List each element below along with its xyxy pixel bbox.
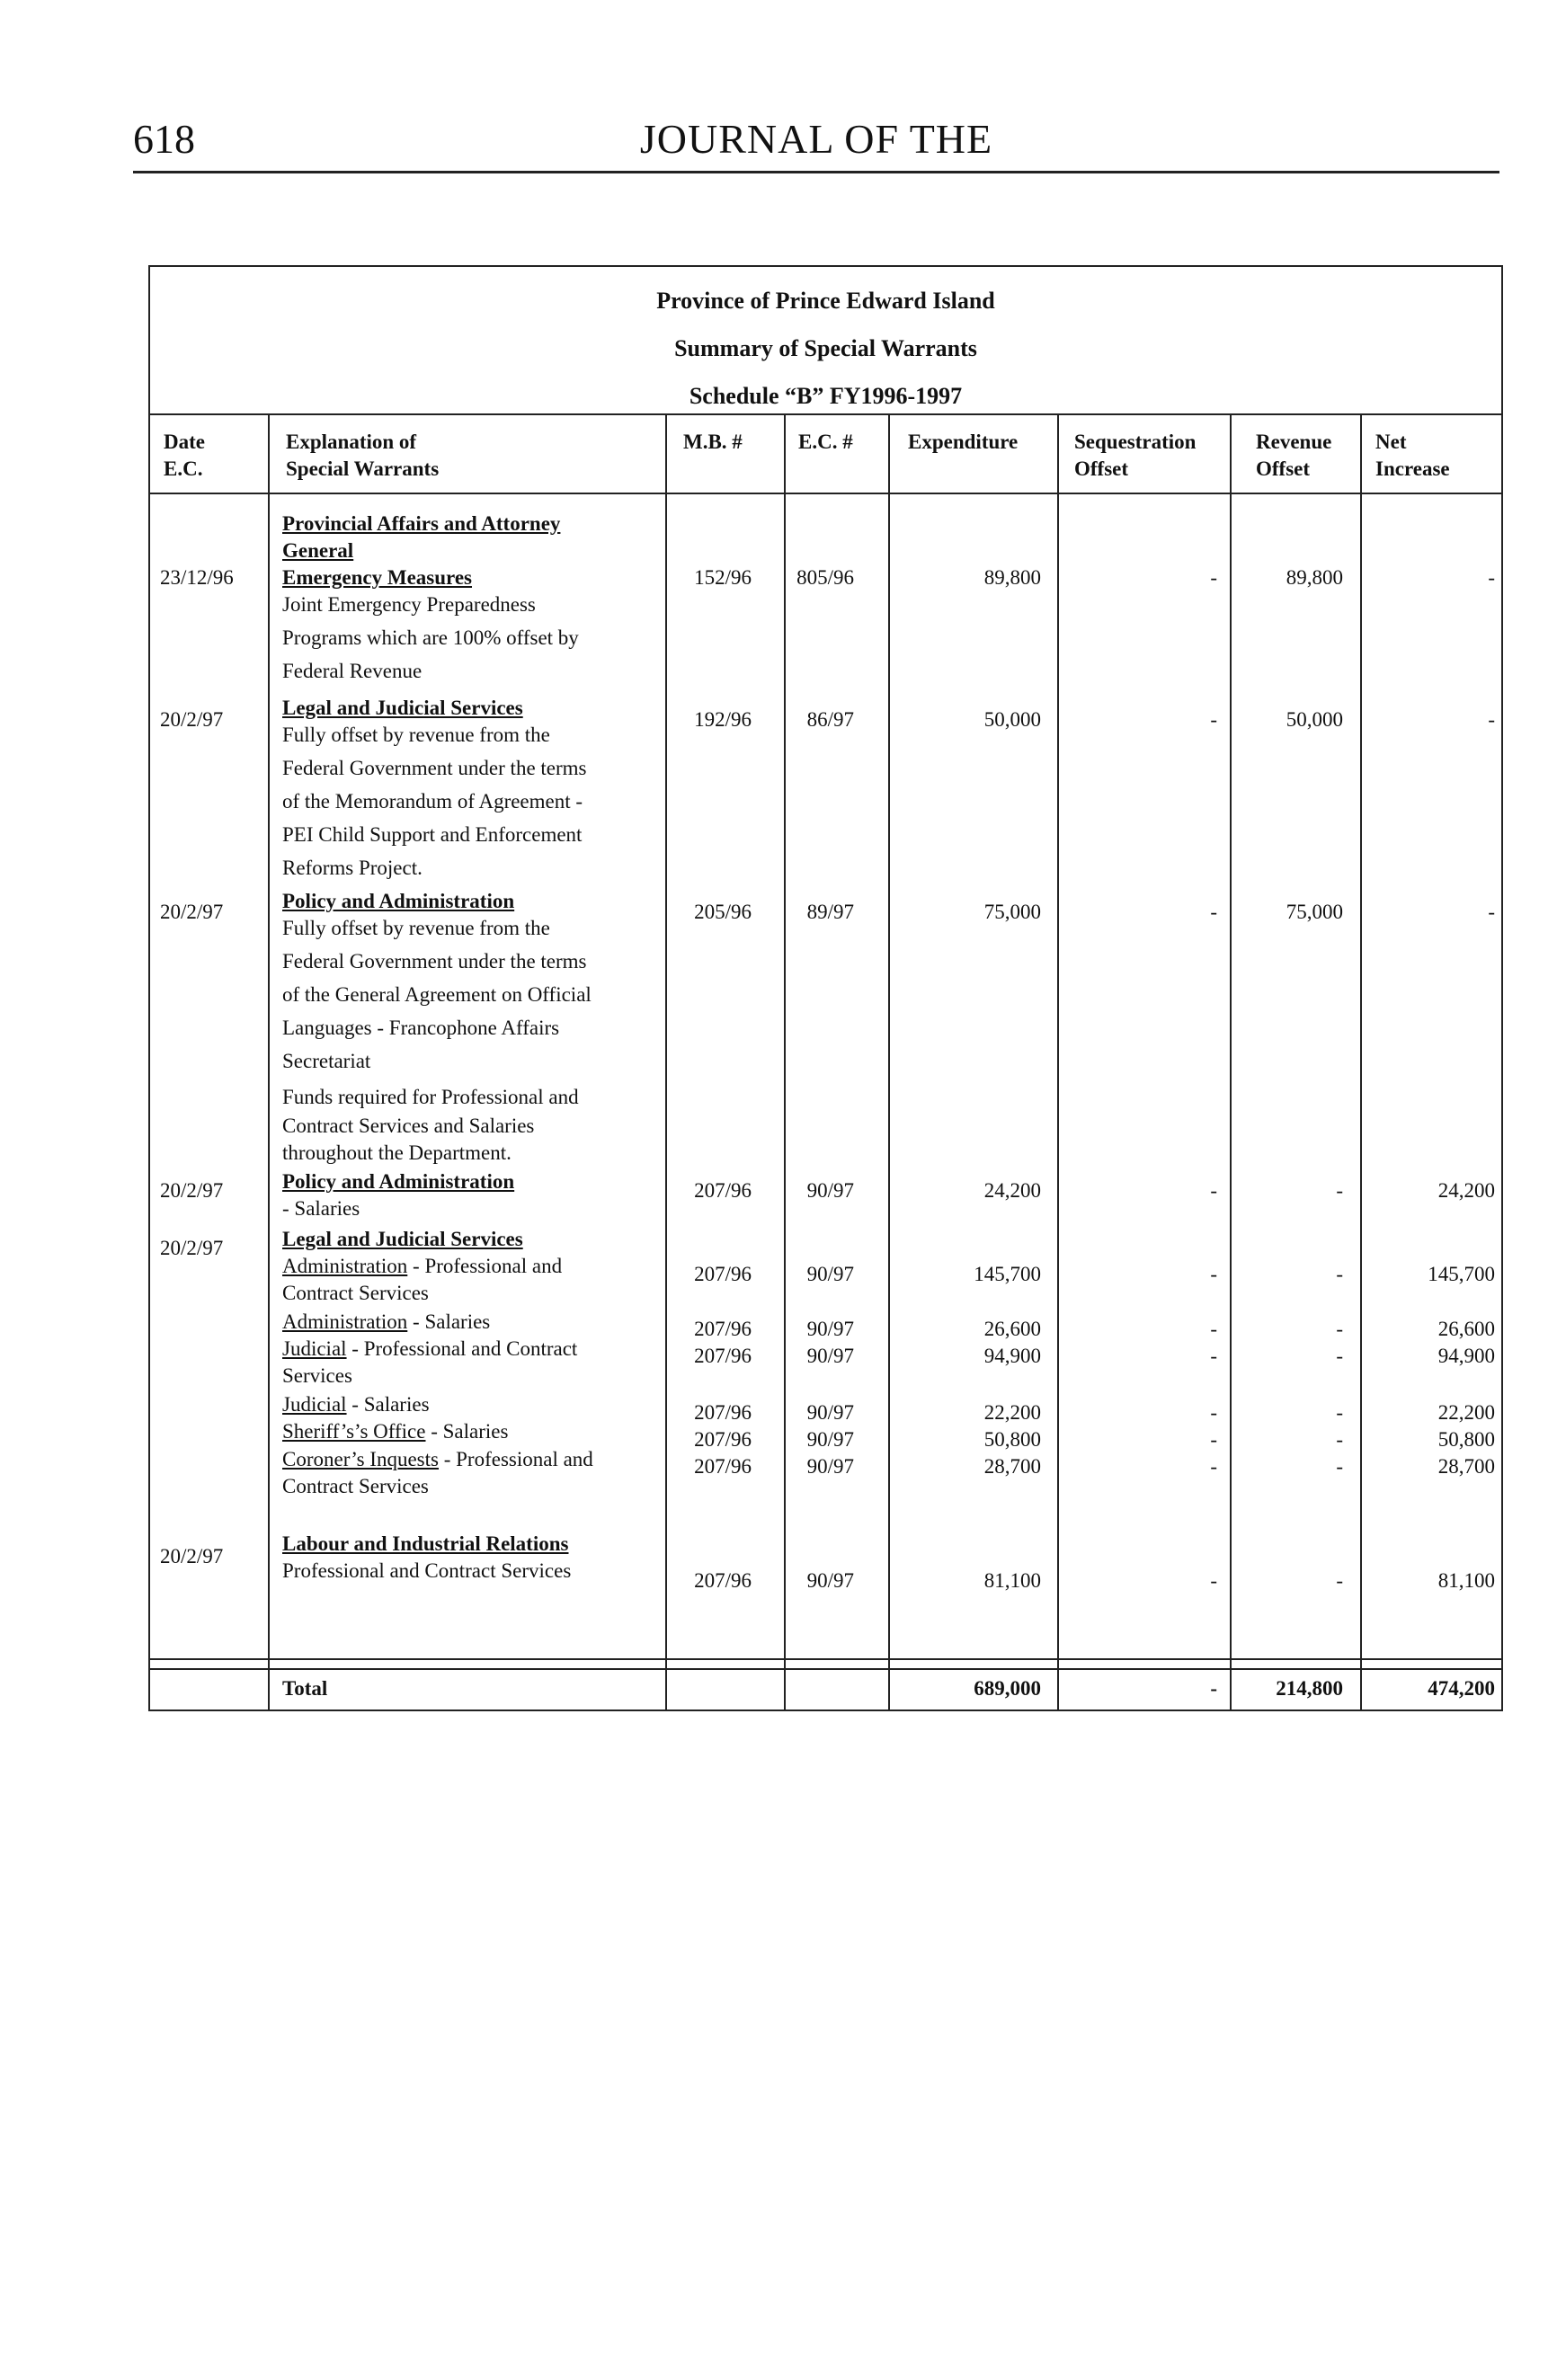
cell-sequestration: - (1210, 1345, 1217, 1367)
row-description: Federal Government under the terms (282, 757, 587, 779)
col-header-date-line1: Date (164, 431, 205, 453)
subline-name: Judicial (282, 1393, 347, 1416)
cell-expenditure: 50,800 (983, 1428, 1041, 1451)
total-expenditure: 689,000 (974, 1677, 1041, 1700)
total-sequestration: - (1210, 1677, 1217, 1700)
cell-expenditure: 28,700 (983, 1455, 1041, 1478)
funds-note: Funds required for Professional and (282, 1086, 579, 1108)
subline-rest: - Salaries (425, 1420, 509, 1443)
cell-ec: 90/97 (806, 1455, 854, 1478)
cell-mb: 207/96 (694, 1263, 752, 1285)
header-rule (133, 171, 1499, 173)
cell-revenue: 89,800 (1286, 566, 1343, 589)
cell-mb: 192/96 (694, 708, 752, 731)
subline-name: Coroner’s Inquests (282, 1448, 439, 1470)
row-description: Professional and Contract Services (282, 1559, 572, 1582)
cell-expenditure: 22,200 (983, 1401, 1041, 1424)
cell-mb: 207/96 (694, 1455, 752, 1478)
cell-expenditure: 94,900 (983, 1345, 1041, 1367)
funds-note: throughout the Department. (282, 1141, 512, 1164)
col-header-seq-line1: Sequestration (1074, 431, 1197, 453)
cell-expenditure: 50,000 (983, 708, 1041, 731)
col-divider (665, 413, 667, 1711)
cell-sequestration: - (1210, 566, 1217, 589)
subline-rest: - Professional and (438, 1448, 593, 1470)
cell-ec: 90/97 (806, 1569, 854, 1592)
cell-revenue: - (1336, 1318, 1343, 1340)
cell-revenue: - (1336, 1263, 1343, 1285)
row-description: of the General Agreement on Official (282, 983, 592, 1006)
cell-mb: 207/96 (694, 1428, 752, 1451)
col-divider (1057, 413, 1059, 1711)
cell-ec: 90/97 (806, 1428, 854, 1451)
cell-mb: 207/96 (694, 1318, 752, 1340)
cell-mb: 207/96 (694, 1345, 752, 1367)
col-divider (268, 413, 270, 1711)
cell-revenue: - (1336, 1345, 1343, 1367)
cell-net: 81,100 (1437, 1569, 1495, 1592)
row-description: Joint Emergency Preparedness (282, 593, 536, 616)
col-header-net (1375, 429, 1450, 483)
row-title: Labour and Industrial Relations (282, 1532, 569, 1555)
cell-net: - (1488, 566, 1495, 589)
cell-ec: 90/97 (806, 1179, 854, 1202)
cell-revenue: - (1336, 1428, 1343, 1451)
cell-revenue: - (1336, 1455, 1343, 1478)
row-description: Programs which are 100% offset by (282, 626, 579, 649)
row-description (282, 1253, 562, 1280)
cell-expenditure: 145,700 (974, 1263, 1041, 1285)
cell-net: 145,700 (1428, 1263, 1495, 1285)
col-header-revenue (1256, 429, 1331, 483)
cell-sequestration: - (1210, 1263, 1217, 1285)
col-header-net-line1: Net (1375, 431, 1407, 453)
cell-ec: 90/97 (806, 1401, 854, 1424)
cell-sequestration: - (1210, 1401, 1217, 1424)
section-heading: Provincial Affairs and Attorney (282, 512, 561, 535)
running-title: JOURNAL OF THE (639, 116, 993, 162)
row-description: Languages - Francophone Affairs (282, 1017, 560, 1039)
col-divider (1230, 413, 1232, 1711)
title-line-3: Schedule “B” FY1996-1997 (689, 383, 963, 409)
subline-name: Administration (282, 1255, 408, 1277)
page-header (133, 115, 1499, 169)
row-description (282, 1391, 430, 1418)
cell-mb: 152/96 (694, 566, 752, 589)
total-revenue: 214,800 (1276, 1677, 1343, 1700)
total-label: Total (282, 1677, 328, 1700)
cell-mb: 205/96 (694, 901, 752, 923)
row-description: Federal Government under the terms (282, 950, 587, 972)
subline-rest: - Salaries (407, 1310, 491, 1333)
row-description: - Salaries (282, 1197, 360, 1220)
col-header-date (164, 429, 205, 483)
row-date: 20/2/97 (160, 1179, 224, 1202)
col-header-explanation (286, 429, 439, 483)
row-title: Legal and Judicial Services (282, 697, 523, 719)
col-header-seq-line2: Offset (1074, 457, 1129, 480)
row-title: Policy and Administration (282, 890, 515, 912)
col-divider (1360, 413, 1362, 1711)
cell-revenue: 50,000 (1286, 708, 1343, 731)
cell-ec: 90/97 (806, 1318, 854, 1340)
row-description: Fully offset by revenue from the (282, 917, 550, 939)
cell-ec: 90/97 (806, 1263, 854, 1285)
col-header-expl-line2: Special Warrants (286, 457, 440, 480)
col-header-rev-line1: Revenue (1256, 431, 1332, 453)
cell-revenue: - (1336, 1179, 1343, 1202)
row-description: Reforms Project. (282, 857, 423, 879)
row-date: 20/2/97 (160, 1237, 224, 1259)
col-header-ec: E.C. # (798, 431, 853, 453)
body-bottom-rule (148, 1658, 1503, 1660)
cell-revenue: 75,000 (1286, 901, 1343, 923)
cell-net: 26,600 (1437, 1318, 1495, 1340)
cell-net: - (1488, 708, 1495, 731)
cell-mb: 207/96 (694, 1401, 752, 1424)
cell-net: 50,800 (1437, 1428, 1495, 1451)
cell-sequestration: - (1210, 901, 1217, 923)
cell-sequestration: - (1210, 1455, 1217, 1478)
row-title: Policy and Administration (282, 1170, 515, 1193)
row-description: of the Memorandum of Agreement - (282, 790, 583, 813)
cell-sequestration: - (1210, 1318, 1217, 1340)
col-divider (784, 413, 786, 1711)
cell-ec: 89/97 (806, 901, 854, 923)
cell-sequestration: - (1210, 1179, 1217, 1202)
row-date: 23/12/96 (160, 566, 234, 589)
title-line-2: Summary of Special Warrants (674, 335, 977, 361)
row-date: 20/2/97 (160, 901, 224, 923)
subline-name: Judicial (282, 1337, 347, 1360)
total-net: 474,200 (1428, 1677, 1495, 1700)
col-header-expl-line1: Explanation of (286, 431, 417, 453)
total-top-rule (148, 1668, 1503, 1670)
row-description (282, 1309, 490, 1336)
row-description: Services (282, 1364, 352, 1387)
cell-expenditure: 75,000 (983, 901, 1041, 923)
cell-sequestration: - (1210, 1428, 1217, 1451)
cell-net: 94,900 (1437, 1345, 1495, 1367)
col-header-expenditure: Expenditure (908, 431, 1019, 453)
section-heading: General (282, 539, 354, 562)
row-date: 20/2/97 (160, 708, 224, 731)
funds-note: Contract Services and Salaries (282, 1115, 535, 1137)
row-description (282, 1446, 593, 1473)
col-header-mb: M.B. # (683, 431, 743, 453)
subline-rest: - Professional and Contract (346, 1337, 578, 1360)
cell-net: - (1488, 901, 1495, 923)
col-divider (888, 413, 890, 1711)
cell-mb: 207/96 (694, 1179, 752, 1202)
cell-ec: 86/97 (806, 708, 854, 731)
row-description: Contract Services (282, 1282, 429, 1304)
row-description: Secretariat (282, 1050, 371, 1072)
page-number: 618 (133, 116, 195, 162)
cell-ec: 805/96 (796, 566, 854, 589)
row-description: Federal Revenue (282, 660, 423, 682)
row-title: Legal and Judicial Services (282, 1228, 523, 1250)
row-description: PEI Child Support and Enforcement (282, 823, 583, 846)
col-header-net-line2: Increase (1375, 457, 1450, 480)
cell-expenditure: 24,200 (983, 1179, 1041, 1202)
col-header-date-line2: E.C. (164, 457, 203, 480)
col-header-rev-line2: Offset (1256, 457, 1311, 480)
row-date: 20/2/97 (160, 1545, 224, 1567)
cell-expenditure: 89,800 (983, 566, 1041, 589)
title-line-1: Province of Prince Edward Island (656, 288, 995, 314)
row-description (282, 1336, 577, 1363)
table-title (148, 277, 1503, 420)
subline-name: Administration (282, 1310, 408, 1333)
cell-sequestration: - (1210, 708, 1217, 731)
col-header-sequestration (1074, 429, 1196, 483)
cell-net: 24,200 (1437, 1179, 1495, 1202)
row-description: Contract Services (282, 1475, 429, 1497)
cell-expenditure: 81,100 (983, 1569, 1041, 1592)
header-divider (148, 493, 1503, 494)
row-title: Emergency Measures (282, 566, 472, 589)
subline-name: Sheriff’s’s Office (282, 1420, 426, 1443)
row-description: Fully offset by revenue from the (282, 724, 550, 746)
subline-rest: - Professional and (407, 1255, 563, 1277)
cell-revenue: - (1336, 1401, 1343, 1424)
cell-expenditure: 26,600 (983, 1318, 1041, 1340)
cell-mb: 207/96 (694, 1569, 752, 1592)
cell-ec: 90/97 (806, 1345, 854, 1367)
cell-revenue: - (1336, 1569, 1343, 1592)
cell-sequestration: - (1210, 1569, 1217, 1592)
subline-rest: - Salaries (346, 1393, 430, 1416)
cell-net: 28,700 (1437, 1455, 1495, 1478)
cell-net: 22,200 (1437, 1401, 1495, 1424)
row-description (282, 1418, 508, 1445)
